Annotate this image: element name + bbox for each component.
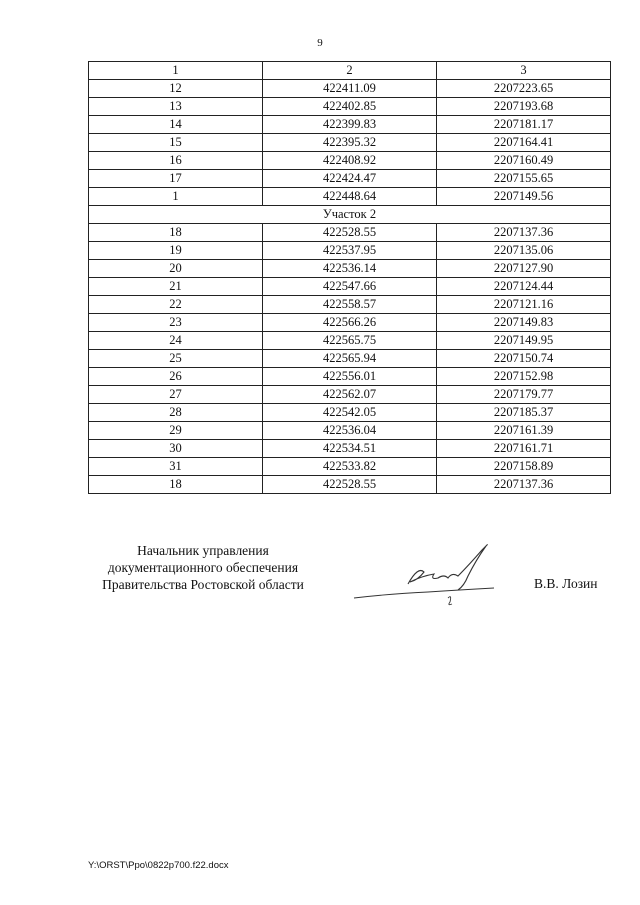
table-row	[89, 98, 611, 116]
y-coordinate-cell: 2207127.90	[437, 260, 611, 278]
x-coordinate-cell: 422408.92	[263, 152, 437, 170]
y-coordinate-cell: 2207137.36	[437, 224, 611, 242]
table-row	[89, 224, 611, 242]
x-coordinate-cell: 422536.04	[263, 422, 437, 440]
y-coordinate-cell: 2207223.65	[437, 80, 611, 98]
table-row	[89, 278, 611, 296]
y-coordinate-cell: 2207185.37	[437, 404, 611, 422]
point-number-cell: 27	[89, 386, 263, 404]
table-row	[89, 116, 611, 134]
point-number-cell: 17	[89, 170, 263, 188]
table-row	[89, 260, 611, 278]
y-coordinate-cell: 2207150.74	[437, 350, 611, 368]
coordinates-table	[88, 61, 611, 494]
table-row	[89, 80, 611, 98]
table-row	[89, 476, 611, 494]
table-row	[89, 134, 611, 152]
section-label: Участок 2	[263, 206, 437, 224]
table-row	[89, 422, 611, 440]
table-row	[89, 386, 611, 404]
table-row	[89, 368, 611, 386]
page-number: 9	[317, 37, 323, 49]
x-coordinate-cell: 422536.14	[263, 260, 437, 278]
point-number-cell: 18	[89, 224, 263, 242]
point-number-cell: 14	[89, 116, 263, 134]
table-row	[89, 314, 611, 332]
y-coordinate-cell: 2207149.95	[437, 332, 611, 350]
signatory-title	[88, 542, 318, 593]
point-number-cell: 22	[89, 296, 263, 314]
y-coordinate-cell: 2207164.41	[437, 134, 611, 152]
table-header-row	[89, 62, 611, 80]
signatory-title-line: документационного обеспечения	[107, 560, 299, 575]
table-row	[89, 188, 611, 206]
y-coordinate-cell: 2207149.56	[437, 188, 611, 206]
y-coordinate-cell: 2207158.89	[437, 458, 611, 476]
y-coordinate-cell: 2207137.36	[437, 476, 611, 494]
point-number-cell: 13	[89, 98, 263, 116]
x-coordinate-cell: 422558.57	[263, 296, 437, 314]
x-coordinate-cell: 422411.09	[263, 80, 437, 98]
point-number-cell: 31	[89, 458, 263, 476]
signature-icon	[348, 536, 498, 608]
table-row	[89, 296, 611, 314]
point-number-cell: 28	[89, 404, 263, 422]
y-coordinate-cell: 2207160.49	[437, 152, 611, 170]
file-path: Y:\ORST\Ppo\0822p700.f22.docx	[88, 860, 229, 871]
x-coordinate-cell: 422566.26	[263, 314, 437, 332]
table-row	[89, 332, 611, 350]
column-header: 3	[437, 62, 611, 80]
point-number-cell: 20	[89, 260, 263, 278]
point-number-cell: 24	[89, 332, 263, 350]
x-coordinate-cell: 422399.83	[263, 116, 437, 134]
x-coordinate-cell: 422533.82	[263, 458, 437, 476]
point-number-cell: 26	[89, 368, 263, 386]
x-coordinate-cell: 422424.47	[263, 170, 437, 188]
y-coordinate-cell: 2207161.39	[437, 422, 611, 440]
signatory-title-line: Начальник управления	[137, 543, 269, 558]
point-number-cell: 23	[89, 314, 263, 332]
y-coordinate-cell: 2207179.77	[437, 386, 611, 404]
table-row	[89, 152, 611, 170]
table-row	[89, 170, 611, 188]
section-empty-cell	[89, 206, 263, 224]
x-coordinate-cell: 422528.55	[263, 476, 437, 494]
table-row	[89, 404, 611, 422]
y-coordinate-cell: 2207155.65	[437, 170, 611, 188]
y-coordinate-cell: 2207149.83	[437, 314, 611, 332]
x-coordinate-cell: 422562.07	[263, 386, 437, 404]
y-coordinate-cell: 2207161.71	[437, 440, 611, 458]
table-row	[89, 440, 611, 458]
column-header: 2	[263, 62, 437, 80]
x-coordinate-cell: 422395.32	[263, 134, 437, 152]
point-number-cell: 25	[89, 350, 263, 368]
signer-name: В.В. Лозин	[534, 576, 598, 591]
x-coordinate-cell: 422547.66	[263, 278, 437, 296]
point-number-cell: 29	[89, 422, 263, 440]
y-coordinate-cell: 2207193.68	[437, 98, 611, 116]
y-coordinate-cell: 2207121.16	[437, 296, 611, 314]
x-coordinate-cell: 422402.85	[263, 98, 437, 116]
y-coordinate-cell: 2207152.98	[437, 368, 611, 386]
table-row	[89, 458, 611, 476]
x-coordinate-cell: 422565.75	[263, 332, 437, 350]
point-number-cell: 15	[89, 134, 263, 152]
point-number-cell: 19	[89, 242, 263, 260]
section-row	[89, 206, 611, 224]
x-coordinate-cell: 422542.05	[263, 404, 437, 422]
y-coordinate-cell: 2207124.44	[437, 278, 611, 296]
signatory-title-line: Правительства Ростовской области	[102, 577, 304, 592]
point-number-cell: 18	[89, 476, 263, 494]
x-coordinate-cell: 422537.95	[263, 242, 437, 260]
point-number-cell: 1	[89, 188, 263, 206]
x-coordinate-cell: 422565.94	[263, 350, 437, 368]
point-number-cell: 21	[89, 278, 263, 296]
x-coordinate-cell: 422534.51	[263, 440, 437, 458]
x-coordinate-cell: 422448.64	[263, 188, 437, 206]
point-number-cell: 12	[89, 80, 263, 98]
column-header: 1	[89, 62, 263, 80]
point-number-cell: 16	[89, 152, 263, 170]
y-coordinate-cell: 2207181.17	[437, 116, 611, 134]
y-coordinate-cell: 2207135.06	[437, 242, 611, 260]
table-row	[89, 242, 611, 260]
x-coordinate-cell: 422556.01	[263, 368, 437, 386]
point-number-cell: 30	[89, 440, 263, 458]
table-row	[89, 350, 611, 368]
x-coordinate-cell: 422528.55	[263, 224, 437, 242]
section-empty-cell	[437, 206, 611, 224]
